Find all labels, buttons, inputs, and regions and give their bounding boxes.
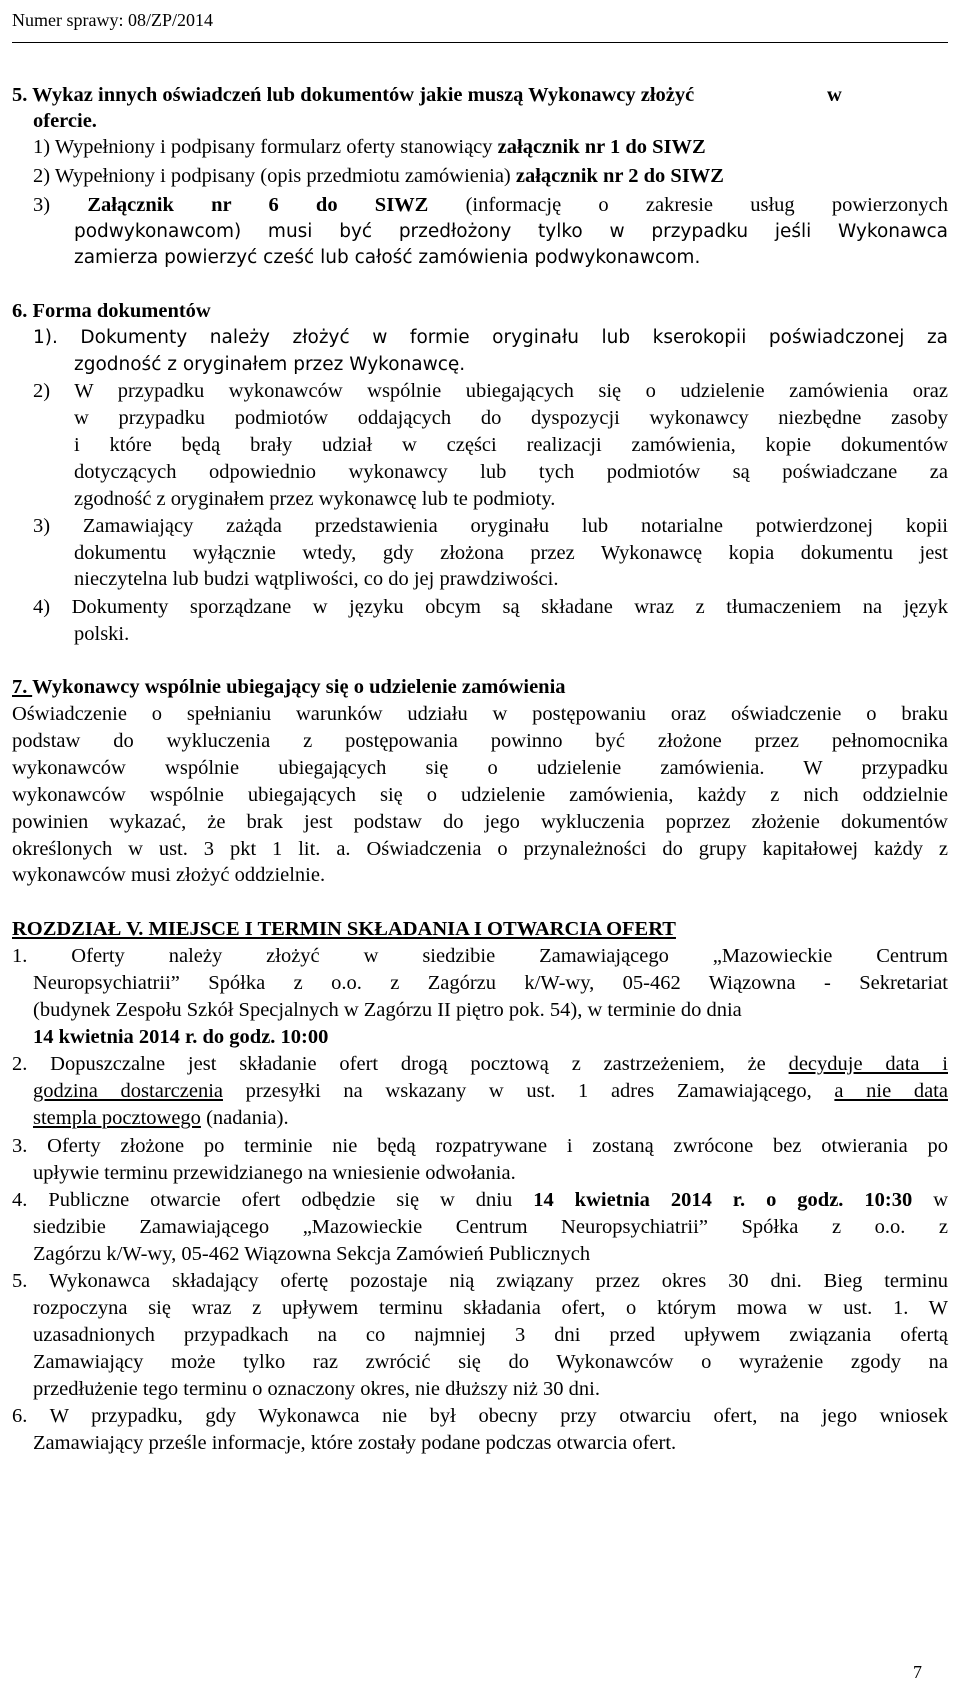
ch5-item-3-line-2: upływie terminu przewidzianego na wniesienie odwołania. bbox=[33, 1162, 516, 1184]
ch5-item-3: 3. Oferty złożone po terminie nie będą rozpatrywane i zostaną zwrócone bez otwierania po bbox=[12, 1135, 948, 1157]
section-5-heading-w: w bbox=[827, 84, 842, 106]
s5-item-3-line-3: zamierza powierzyć cześć lub całość zamówienia podwykonawcom. bbox=[74, 247, 701, 268]
s6-item-1: 1). Dokumenty należy złożyć w formie oryginału lub kserokopii poświadczonej za bbox=[33, 327, 948, 348]
s6-item-2-line-3: i które będą brały udział w części realizacji zamówienia, kopie dokumentów bbox=[74, 434, 948, 456]
page-header bbox=[12, 4, 948, 43]
section-6-heading: 6. Forma dokumentów bbox=[12, 300, 211, 322]
ch5-item-1: 1. Oferty należy złożyć w siedzibie Zamawiającego „Mazowieckie Centrum bbox=[12, 945, 948, 967]
ch5-item-2-line-3: stempla pocztowego (nadania). bbox=[33, 1107, 289, 1129]
ch5-item-1-line-3: (budynek Zespołu Szkół Specjalnych w Zagórzu II piętro pok. 54), w terminie do dnia bbox=[33, 999, 742, 1021]
s7-line-2: podstaw do wykluczenia z postępowania powinno być złożone przez pełnomocnika bbox=[12, 730, 948, 752]
s6-item-4-line-2: polski. bbox=[74, 623, 130, 645]
ch5-item-4: 4. Publiczne otwarcie ofert odbędzie się w dniu 14 kwietnia 2014 r. o godz. 10:30 w bbox=[12, 1189, 949, 1211]
s6-item-2-line-4: dotyczących odpowiednio wykonawcy lub tych podmiotów są poświadczane za bbox=[74, 461, 948, 483]
ch5-item-5-line-3: uzasadnionych przypadkach na co najmniej 3 dni przed upływem związania ofertą bbox=[33, 1324, 948, 1346]
ch5-item-4-line-3: Zagórzu k/W-wy, 05-462 Wiązowna Sekcja Zamówień Publicznych bbox=[33, 1243, 591, 1265]
s7-line-7: wykonawców musi złożyć oddzielnie. bbox=[12, 864, 326, 886]
s7-line-1: Oświadczenie o spełnianiu warunków udziału w postępowaniu oraz oświadczenie o braku bbox=[12, 703, 948, 725]
s6-item-2: 2) W przypadku wykonawców wspólnie ubiegających się o udzielenie zamówienia oraz bbox=[33, 380, 948, 402]
ch5-item-2: 2. Dopuszczalne jest składanie ofert drogą pocztową z zastrzeżeniem, że decyduje data i bbox=[12, 1053, 948, 1075]
section-7-heading: 7. Wykonawcy wspólnie ubiegający się o udzielenie zamówienia bbox=[12, 676, 566, 698]
s7-line-4: wykonawców wspólnie ubiegających się o udzielenie zamówienia, każdy z nich oddzielnie bbox=[12, 784, 948, 806]
s5-item-3: 3) Załącznik nr 6 do SIWZ (informację o zakresie usług powierzonych bbox=[33, 194, 949, 216]
s5-item-2: 2) Wypełniony i podpisany (opis przedmiotu zamówienia) załącznik nr 2 do SIWZ bbox=[33, 165, 724, 187]
ch5-item-4-line-2: siedzibie Zamawiającego „Mazowieckie Centrum Neuropsychiatrii” Spółka z o.o. z bbox=[33, 1216, 948, 1238]
s7-line-6: określonych w ust. 3 pkt 1 lit. a. Oświadczenia o przynależności do grupy kapitałowej każdy z bbox=[12, 838, 948, 860]
s6-item-3-line-2: dokumentu wyłącznie wtedy, gdy złożona przez Wykonawcę kopia dokumentu jest bbox=[74, 542, 948, 564]
ch5-item-6-line-2: Zamawiający prześle informacje, które zostały podane podczas otwarcia ofert. bbox=[33, 1432, 677, 1454]
page-number: 7 bbox=[913, 1662, 922, 1682]
chapter-5-heading: ROZDZIAŁ V. MIEJSCE I TERMIN SKŁADANIA I OTWARCIA OFERT bbox=[12, 918, 676, 940]
case-number: Numer sprawy: 08/ZP/2014 bbox=[12, 10, 213, 30]
s6-item-4: 4) Dokumenty sporządzane w języku obcym są składane wraz z tłumaczeniem na język bbox=[33, 596, 948, 618]
s6-item-3-line-3: nieczytelna lub budzi wątpliwości, co do jej prawdziwości. bbox=[74, 568, 559, 590]
s5-item-1: 1) Wypełniony i podpisany formularz oferty stanowiący załącznik nr 1 do SIWZ bbox=[33, 136, 706, 158]
ch5-item-6: 6. W przypadku, gdy Wykonawca nie był obecny przy otwarciu ofert, na jego wniosek bbox=[12, 1405, 948, 1427]
s7-line-5: powinien wykazać, że brak jest podstaw do jego wykluczenia poprzez złożenie dokumentów bbox=[12, 811, 948, 833]
ch5-item-1-line-2: Neuropsychiatrii” Spółka z o.o. z Zagórzu k/W-wy, 05-462 Wiązowna - Sekretariat bbox=[33, 972, 948, 994]
s6-item-2-line-2: w przypadku podmiotów oddających do dyspozycji wykonawcy niezbędne zasoby bbox=[74, 407, 948, 429]
ch5-item-2-line-2: godzina dostarczenia przesyłki na wskazany w ust. 1 adres Zamawiającego, a nie data bbox=[33, 1080, 948, 1102]
s6-item-2-line-5: zgodność z oryginałem przez wykonawcę lub te podmioty. bbox=[74, 488, 556, 510]
s5-item-3-line-2: podwykonawcom) musi być przedłożony tylko w przypadku jeśli Wykonawca bbox=[74, 221, 948, 242]
s6-item-1-line-2: zgodność z oryginałem przez Wykonawcę. bbox=[74, 354, 466, 375]
ch5-item-5-line-4: Zamawiający może tylko raz zwrócić się do Wykonawców o wyrażenie zgody na bbox=[33, 1351, 948, 1373]
ch5-item-1-deadline: 14 kwietnia 2014 r. do godz. 10:00 bbox=[33, 1026, 329, 1048]
section-5-heading: 5. Wykaz innych oświadczeń lub dokumentów jakie muszą Wykonawcy złożyć bbox=[12, 84, 695, 106]
ch5-item-5: 5. Wykonawca składający ofertę pozostaje nią związany przez okres 30 dni. Bieg terminu bbox=[12, 1270, 948, 1292]
ch5-item-5-line-5: przedłużenie tego terminu o oznaczony okres, nie dłuższy niż 30 dni. bbox=[33, 1378, 600, 1400]
s7-line-3: wykonawców wspólnie ubiegających się o udzielenie zamówienia. W przypadku bbox=[12, 757, 948, 779]
ch5-item-5-line-2: rozpoczyna się wraz z upływem terminu składania ofert, o którym mowa w ust. 1. W bbox=[33, 1297, 948, 1319]
section-5-heading-cont: ofercie. bbox=[33, 110, 97, 132]
s6-item-3: 3) Zamawiający zażąda przedstawienia oryginału lub notarialne potwierdzonej kopii bbox=[33, 515, 948, 537]
